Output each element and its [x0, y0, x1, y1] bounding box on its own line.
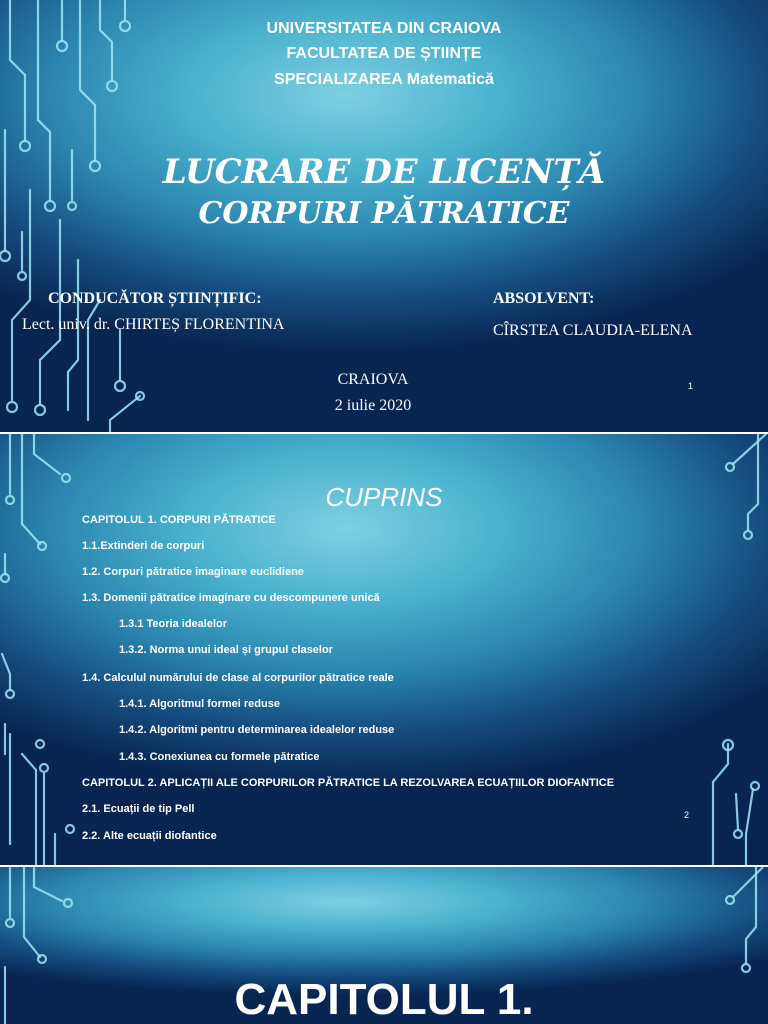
faculty-name: FACULTATEA DE ȘTIINȚE	[286, 45, 482, 62]
page-number: 1	[688, 381, 694, 391]
toc-item: 2.2. Alte ecuații diofantice	[82, 830, 217, 842]
toc-item: CAPITOLUL 2. APLICAȚII ALE CORPURILOR PĂTRATICE LA REZOLVAREA ECUAȚIILOR DIOFANTICE	[82, 777, 615, 789]
city: CRAIOVA	[337, 371, 409, 388]
title-slide	[0, 0, 768, 432]
specialization-name: SPECIALIZAREA Matematică	[274, 71, 494, 88]
chapter-title: CAPITOLUL 1.	[234, 975, 534, 1024]
toc-item: 1.4. Calculul numărului de clase al corpurilor pătratice reale	[82, 672, 394, 684]
graduate-name: CÎRSTEA CLAUDIA-ELENA	[493, 322, 693, 339]
thesis-subtitle: CORPURI PĂTRATICE	[198, 196, 570, 231]
toc-item: 2.1. Ecuații de tip Pell	[82, 803, 195, 815]
contents-title: CUPRINS	[325, 482, 443, 512]
toc-item: 1.4.1. Algoritmul formei reduse	[119, 698, 280, 710]
toc-item: 1.4.3. Conexiunea cu formele pătratice	[119, 751, 320, 763]
graduate-label: ABSOLVENT:	[493, 290, 595, 307]
toc-item: CAPITOLUL 1. CORPURI PĂTRATICE	[82, 514, 276, 526]
chapter-slide	[0, 867, 768, 1024]
date: 2 iulie 2020	[334, 397, 412, 414]
advisor-label: CONDUCĂTOR ȘTIINȚIFIC:	[48, 290, 262, 307]
university-name: UNIVERSITATEA DIN CRAIOVA	[266, 20, 502, 37]
contents-slide	[0, 434, 768, 865]
advisor-name: Lect. univ. dr. CHIRTEȘ FLORENTINA	[22, 316, 285, 333]
toc-item: 1.4.2. Algoritmi pentru determinarea idealelor reduse	[119, 724, 395, 736]
page-number: 2	[684, 810, 690, 820]
toc-item: 1.1.Extinderi de corpuri	[82, 540, 205, 552]
thesis-title: LUCRARE DE LICENȚĂ	[162, 152, 606, 192]
toc-item: 1.3. Domenii pătratice imaginare cu descompunere unică	[82, 592, 380, 604]
toc-item: 1.3.2. Norma unui ideal și grupul claselor	[119, 644, 333, 656]
toc-item: 1.2. Corpuri pătratice imaginare euclidiene	[82, 566, 304, 578]
toc-item: 1.3.1 Teoria idealelor	[119, 618, 228, 630]
